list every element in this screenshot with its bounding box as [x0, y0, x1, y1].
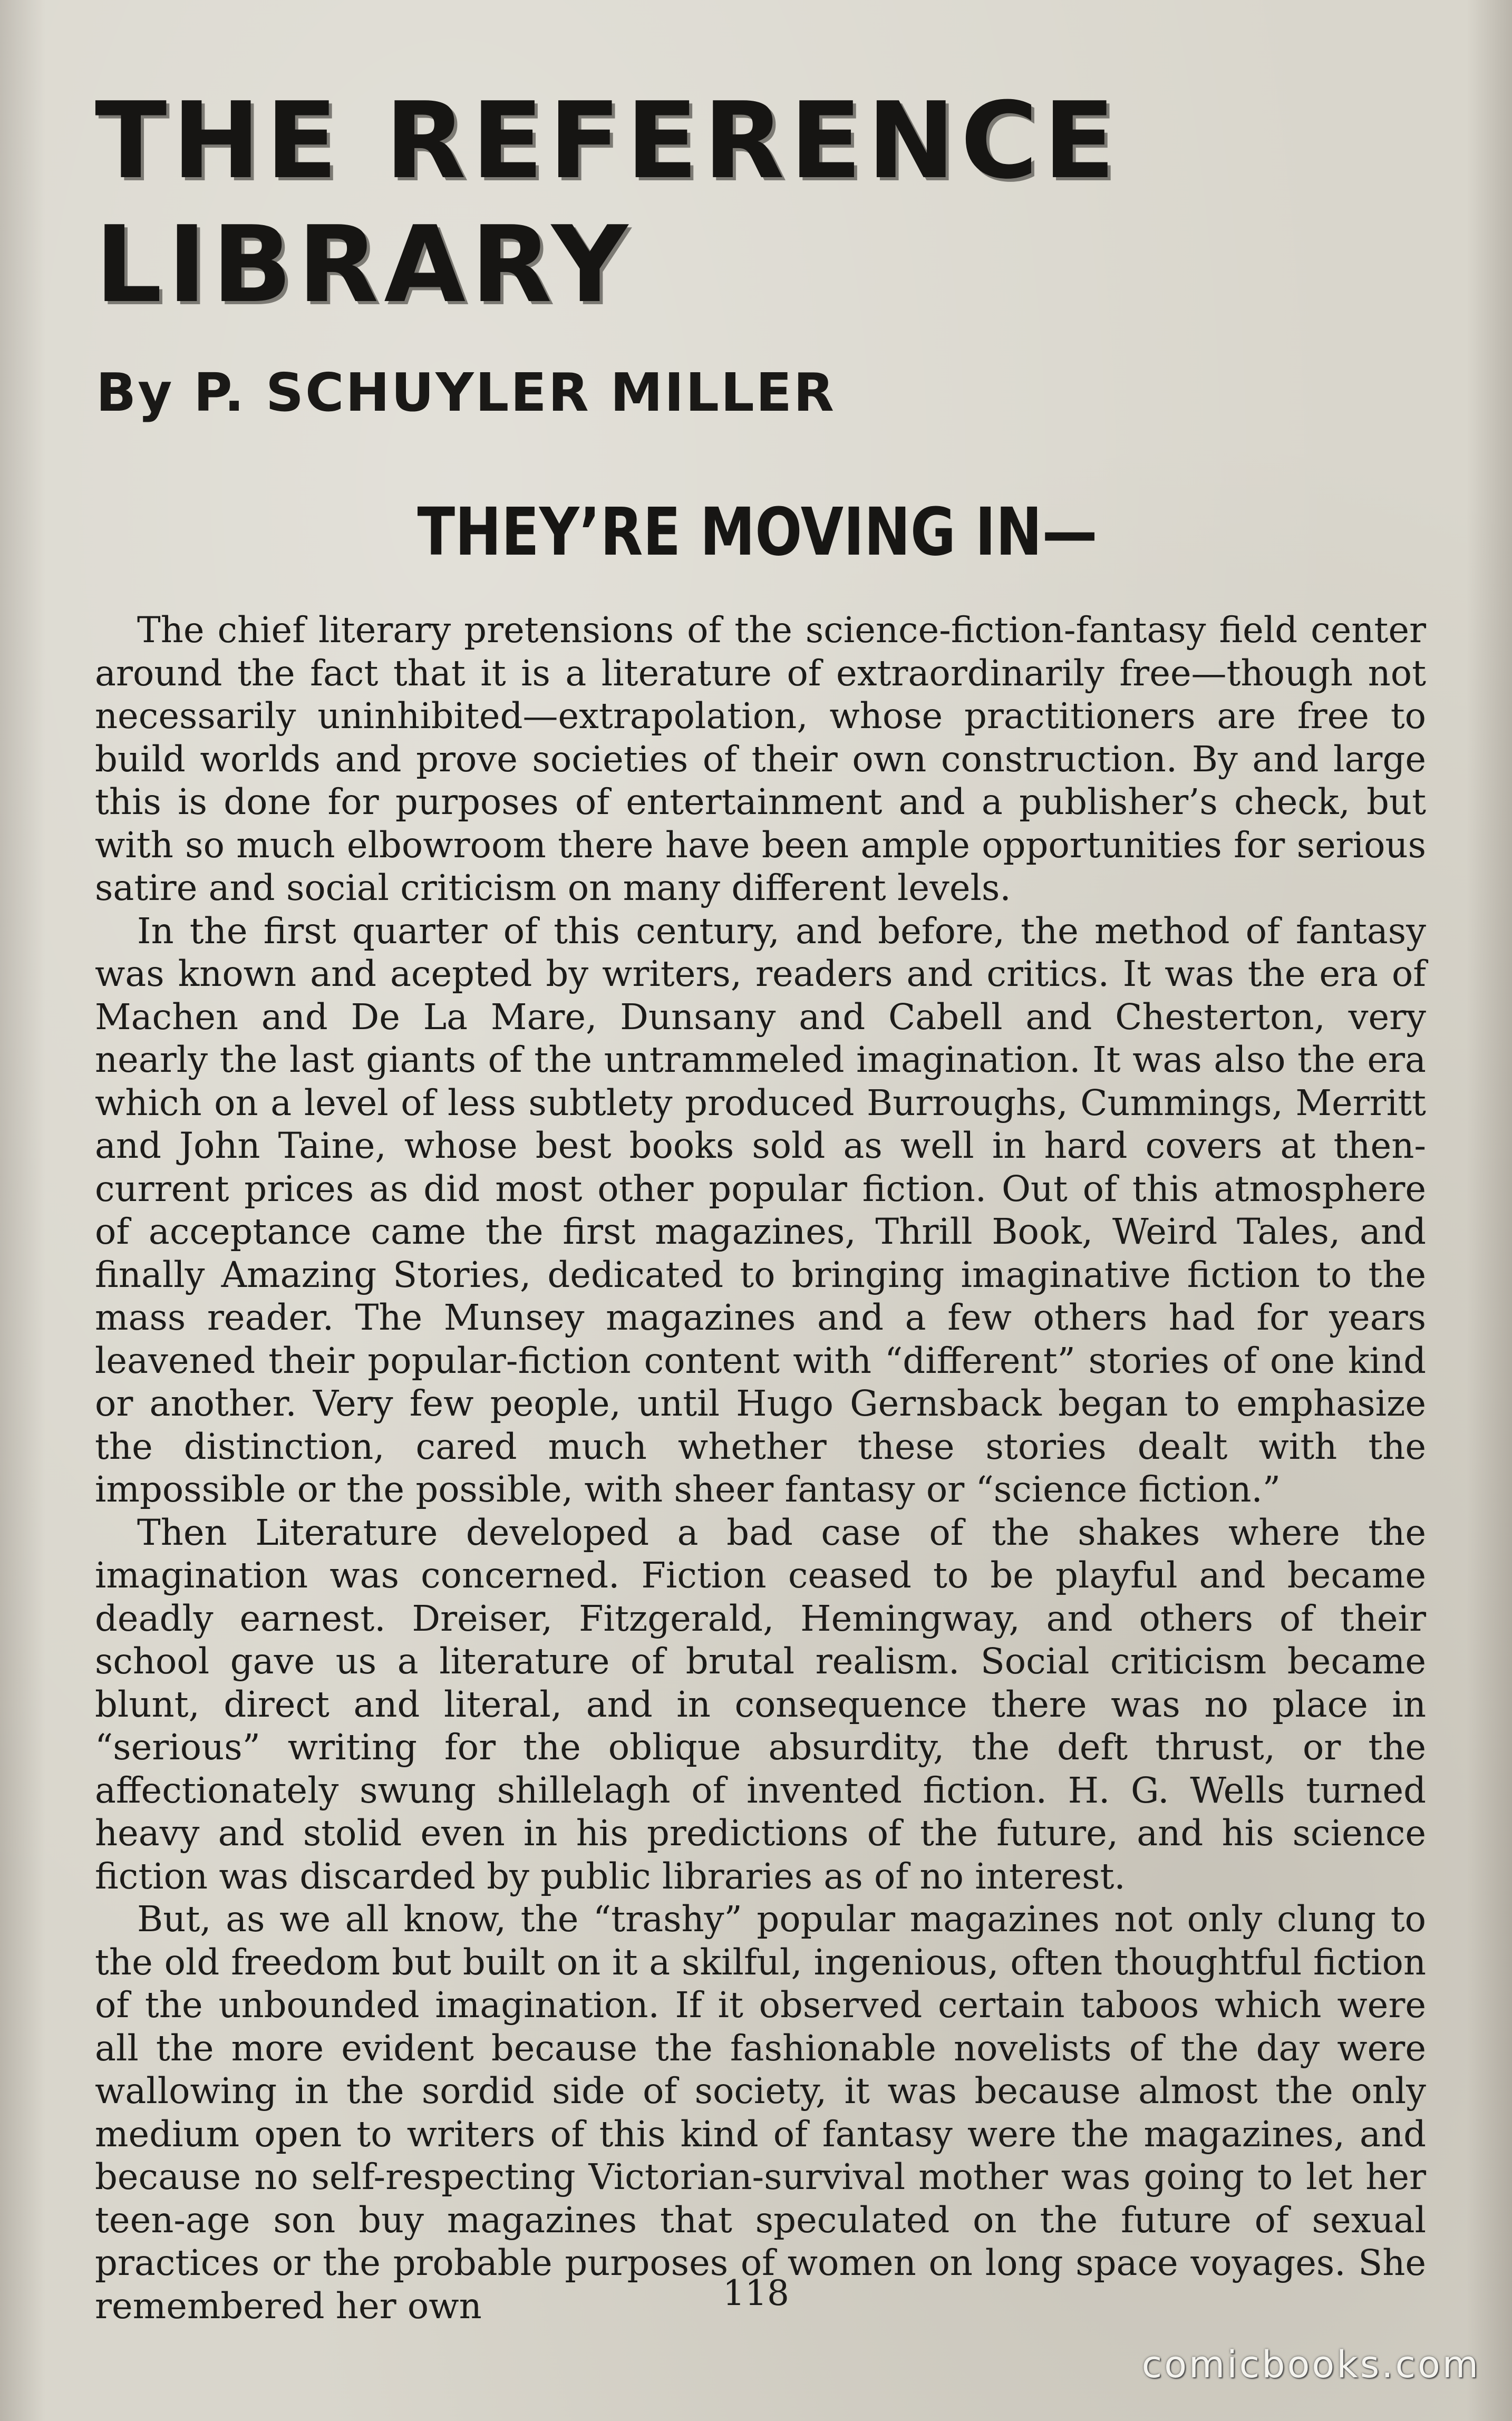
section-title: THE REFERENCE LIBRARY [95, 80, 1121, 326]
paragraph-3: Then Literature developed a bad case of the shakes where the imagination was concerned. Fiction ceased to be playful and became deadly earnest. Dreiser, Fitzgerald, Hemingway, and others of their school gave us a literature of brutal realism. Social criticism became blunt, direct and literal, and in consequence there was no place in “serious” writing for the oblique absurdity, the deft thrust, or the affectionately swung shillelagh of invented fiction. H. G. Wells turned heavy and stolid even in his predictions of the future, and his science fiction was discarded by public libraries as of no interest. [95, 1512, 1426, 1897]
paragraph-4: But, as we all know, the “trashy” popular magazines not only clung to the old freedom but built on it a skilful, ingenious, often thoughtful fiction of the unbounded imagination. If it observed certain taboos which were all the more evident because the fashionable novelists of the day were wallowing in the sordid side of society, it was because almost the only medium open to writers of this kind of fantasy were the magazines, and because no self-respecting Victorian-survival mother was going to let her teen-age son buy magazines that speculated on the future of sexual practices or the probable purposes of women on long space voyages. She remembered her own [95, 1899, 1426, 2327]
author-byline: By P. SCHUYLER MILLER [96, 362, 836, 423]
site-watermark: comicbooks.com [1141, 2343, 1480, 2386]
paragraph-2: In the first quarter of this century, and before, the method of fantasy was known and acepted by writers, readers and critics. It was the era of Machen and De La Mare, Dunsany and Cabell and Chesterton, very nearly the last giants of the untrammeled imagination. It was also the era which on a level of less subtlety produced Burroughs, Cummings, Merritt and John Taine, whose best books sold as well in hard covers at then-current prices as did most other popular fiction. Out of this atmosphere of acceptance came the first magazines, Thrill Book, Weird Tales, and finally Amazing Stories, dedicated to bringing imaginative fiction to the mass reader. The Munsey magazines and a few others had for years leavened their popular-fiction content with “different” stories of one kind or another. Very few people, until Hugo Gernsback began to emphasize the distinction, cared much whether these stories dealt with the impossible or the possible, with sheer fantasy or “science fiction.” [95, 910, 1426, 1510]
paragraph-1: The chief literary pretensions of the science-fiction-fantasy field center around the fact that it is a literature of extraordinarily free—though not necessarily uninhibited—extrapolation, whose practitioners are free to build worlds and prove societies of their own construction. By and large this is done for purposes of entertainment and a publisher’s check, but with so much elbowroom there have been ample opportunities for serious satire and social criticism on many different levels. [95, 609, 1426, 908]
page-number: 118 [723, 2273, 789, 2313]
article-title: THEY’RE MOVING IN— [417, 494, 1098, 570]
article-body [95, 609, 1426, 2328]
